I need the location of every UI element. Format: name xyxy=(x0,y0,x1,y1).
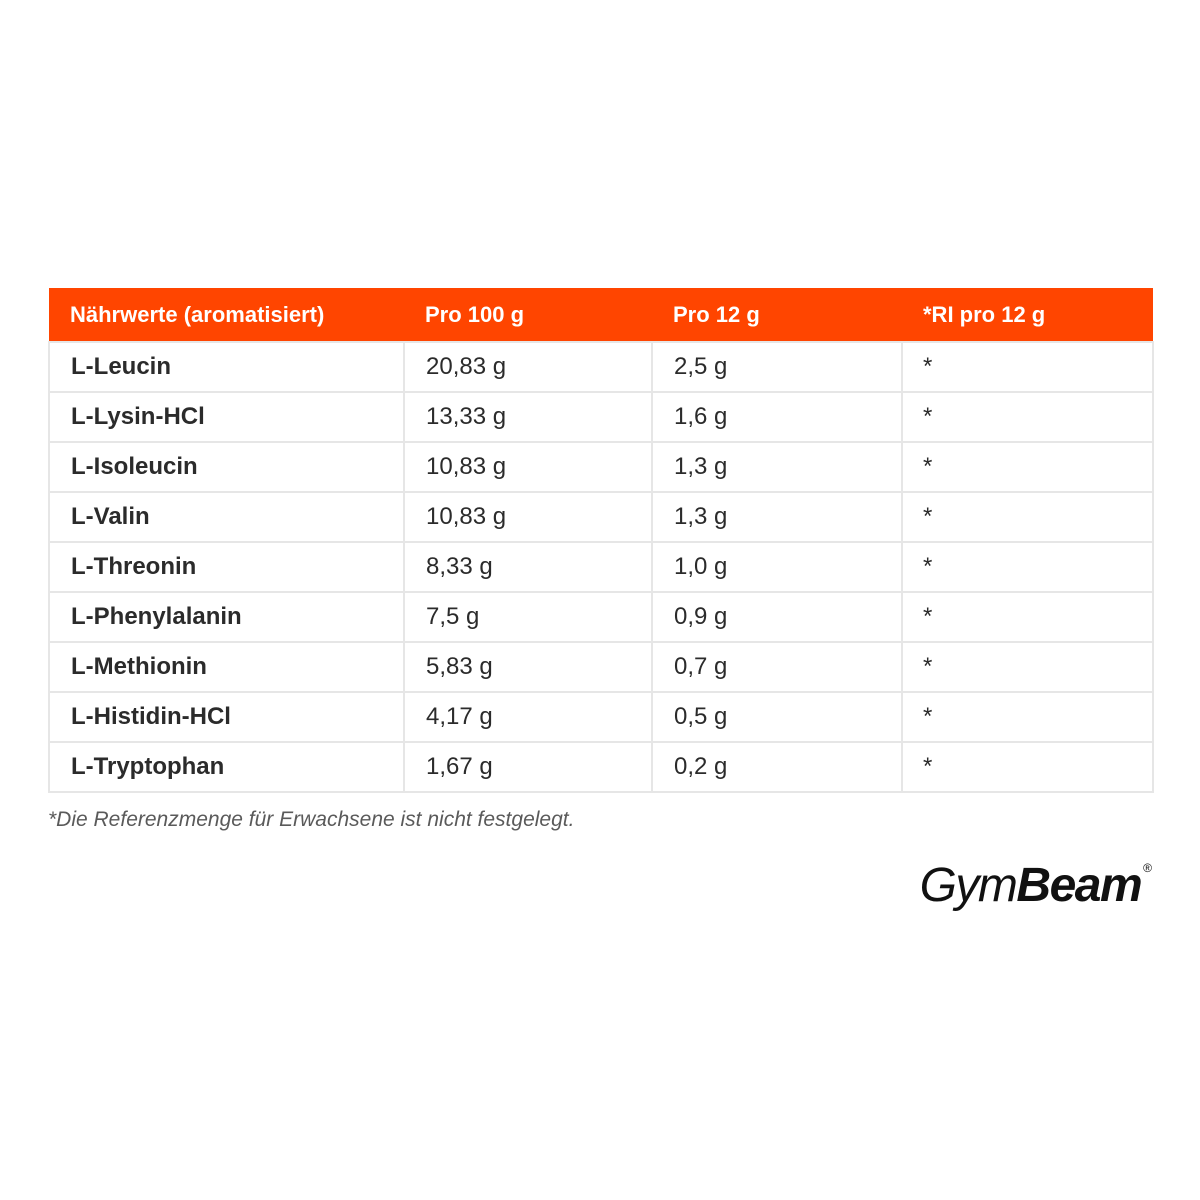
table-header-row xyxy=(49,288,1153,342)
nutrient-name: L-Phenylalanin xyxy=(49,592,404,642)
nutrient-name: L-Leucin xyxy=(49,342,404,392)
value-per-12g: 1,0 g xyxy=(652,542,902,592)
value-per-12g: 1,6 g xyxy=(652,392,902,442)
value-per-100g: 7,5 g xyxy=(404,592,652,642)
value-per-12g: 0,7 g xyxy=(652,642,902,692)
value-per-100g: 10,83 g xyxy=(404,442,652,492)
value-per-100g: 13,33 g xyxy=(404,392,652,442)
value-per-12g: 1,3 g xyxy=(652,442,902,492)
value-ri: * xyxy=(902,392,1153,442)
value-per-100g: 4,17 g xyxy=(404,692,652,742)
value-per-100g: 8,33 g xyxy=(404,542,652,592)
value-per-100g: 10,83 g xyxy=(404,492,652,542)
value-per-12g: 0,2 g xyxy=(652,742,902,792)
value-ri: * xyxy=(902,342,1153,392)
value-ri: * xyxy=(902,592,1153,642)
nutrition-table-container xyxy=(48,288,1152,793)
table-row xyxy=(49,542,1153,592)
table-row xyxy=(49,642,1153,692)
table-row xyxy=(49,442,1153,492)
value-ri: * xyxy=(902,492,1153,542)
value-per-12g: 2,5 g xyxy=(652,342,902,392)
value-ri: * xyxy=(902,742,1153,792)
value-per-12g: 0,9 g xyxy=(652,592,902,642)
gymbeam-logo xyxy=(920,858,1152,914)
nutrient-name: L-Valin xyxy=(49,492,404,542)
table-row xyxy=(49,342,1153,392)
value-ri: * xyxy=(902,442,1153,492)
registered-mark: ® xyxy=(1143,861,1152,875)
logo-text-beam: Beam xyxy=(1016,859,1142,912)
value-ri: * xyxy=(902,542,1153,592)
table-row xyxy=(49,742,1153,792)
header-per-100g: Pro 100 g xyxy=(425,301,525,327)
nutrient-name: L-Methionin xyxy=(49,642,404,692)
header-ri-per-12g: *RI pro 12 g xyxy=(923,301,1046,327)
header-nutrient: Nährwerte (aromatisiert) xyxy=(70,301,325,327)
nutrient-name: L-Tryptophan xyxy=(49,742,404,792)
logo-text-gym: Gym xyxy=(919,859,1017,912)
nutrition-table xyxy=(48,288,1154,793)
table-row xyxy=(49,592,1153,642)
nutrient-name: L-Lysin-HCl xyxy=(49,392,404,442)
value-per-100g: 20,83 g xyxy=(404,342,652,392)
value-per-100g: 5,83 g xyxy=(404,642,652,692)
nutrient-name: L-Histidin-HCl xyxy=(49,692,404,742)
table-row xyxy=(49,692,1153,742)
footnote: *Die Referenzmenge für Erwachsene ist nicht festgelegt. xyxy=(48,808,575,831)
table-row xyxy=(49,392,1153,442)
nutrient-name: L-Isoleucin xyxy=(49,442,404,492)
value-per-12g: 1,3 g xyxy=(652,492,902,542)
nutrient-name: L-Threonin xyxy=(49,542,404,592)
value-per-100g: 1,67 g xyxy=(404,742,652,792)
value-per-12g: 0,5 g xyxy=(652,692,902,742)
value-ri: * xyxy=(902,692,1153,742)
table-row xyxy=(49,492,1153,542)
header-per-12g: Pro 12 g xyxy=(673,301,760,327)
value-ri: * xyxy=(902,642,1153,692)
